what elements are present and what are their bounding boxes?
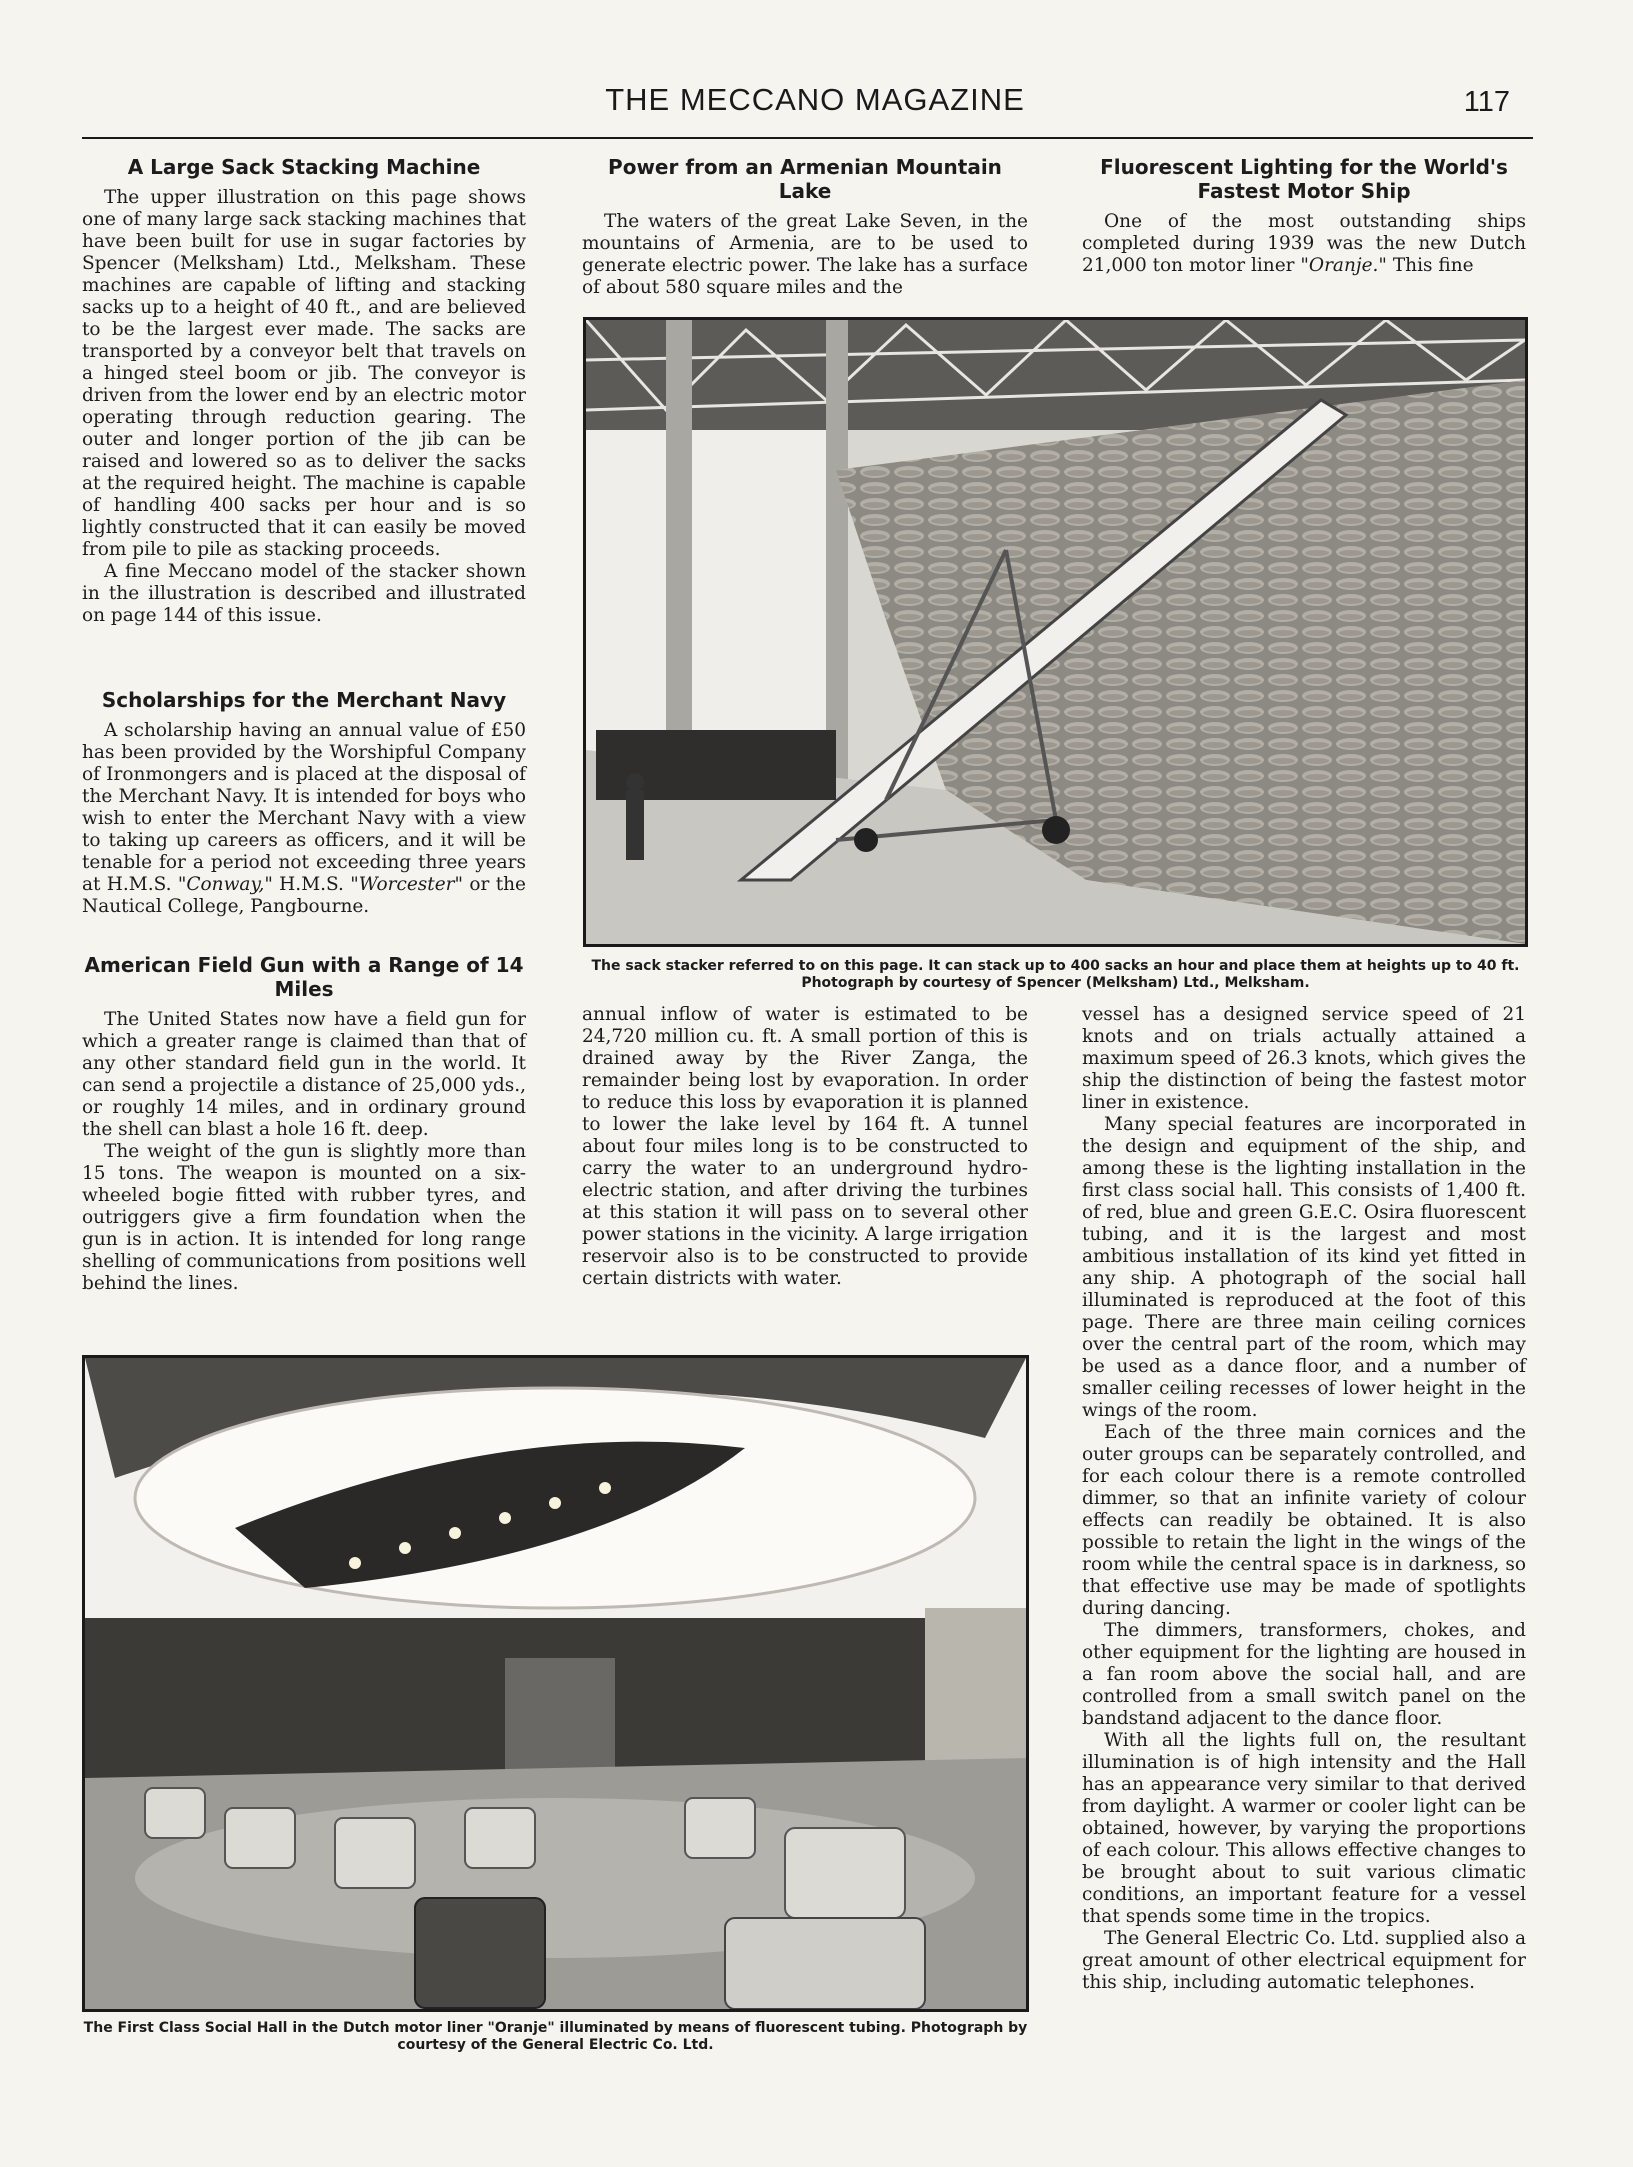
text-run: H.M.S. [272, 874, 351, 895]
article-paragraph: The dimmers, transformers, chokes, and other equipment for the lighting are housed in a fan room above the social hall, and are controlled from a small switch panel on the bandstand adjacent to the dance floor. [1082, 1620, 1526, 1729]
social-hall-photo [82, 1355, 1029, 2012]
article-scholarships [82, 688, 526, 918]
article-armenian-lake-continued [582, 1004, 1028, 1290]
text-run: A scholarship having an annual value of £50 has been provided by the Worshipful Company of Ironmongers and is placed at the disposal of the Merchant Navy. It is intended for boys who wish to enter the Merchant Navy with a view to taking up careers as officers, and it will be tenable for a period not exceeding three years at H.M.S. [82, 720, 526, 895]
article-paragraph: annual inflow of water is estimated to be 24,720 million cu. ft. A small portion of this is drained away by the River Zanga, the remainder being lost by evaporation. In order to reduce this loss by evaporation it is planned to lower the lake level by 164 ft. A tunnel about four miles long is to be constructed to carry the water to an underground hydro-electric station, and after driving the turbines at this station it will pass on to several other power stations in the vicinity. A large irrigation reservoir also is to be constructed to provide certain districts with water. [582, 1004, 1028, 1289]
article-paragraph: The United States now have a field gun for which a greater range is claimed than that of any other standard field gun in the world. It can send a projectile a distance of 25,000 yds., or roughly 14 miles, and in ordinary ground the shell can blast a hole 16 ft. deep. [82, 1009, 526, 1140]
text-run: One of the most outstanding ships completed during 1939 was the new Dutch 21,000 ton motor liner [1082, 211, 1526, 276]
article-paragraph: Many special features are incorporated in the design and equipment of the ship, and among these is the lighting installation in the first class social hall. This consists of 1,400 ft. of red, blue and green G.E.C. Osira fluorescent tubing, and it is the largest and most ambitious installation of its kind yet fitted in any ship. A photograph of the social hall illuminated is reproduced at the foot of this page. There are three main ceiling cornices over the central part of the room, which may be used as a dance floor, and a number of smaller ceiling recesses of lower height in the wings of the room. [1082, 1114, 1526, 1421]
stacker-caption: The sack stacker referred to on this page. It can stack up to 400 sacks an hour and place them at heights up to 40 ft. Photograph by courtesy of Spencer (Melksham) Ltd., Melksham. [591, 958, 1520, 991]
ship-name: "Conway," [177, 874, 273, 895]
article-paragraph: A fine Meccano model of the stacker shown in the illustration is described and illustrated on page 144 of this issue. [82, 561, 526, 626]
article-fluorescent-lighting [1082, 155, 1526, 277]
article-paragraph: The weight of the gun is slightly more than 15 tons. The weapon is mounted on a six-wheeled bogie fitted with rubber tyres, and outriggers give a firm foundation when the gun is in action. It is intended for long range shelling of communications from positions well behind the lines. [82, 1141, 526, 1294]
text-run: or the Nautical College, Pangbourne. [82, 874, 526, 917]
article-paragraph: vessel has a designed service speed of 21 knots and on trials actually attained a maximum speed of 26.3 knots, which gives the ship the distinction of being the fastest motor liner in existence. [1082, 1004, 1526, 1113]
ship-name: "Oranje." [1300, 255, 1387, 276]
ship-name: "Worcester" [350, 874, 464, 895]
article-title: Scholarships for the Merchant Navy [101, 688, 507, 712]
article-fluorescent-lighting-continued [1082, 1004, 1526, 1994]
page-number: 117 [1463, 86, 1510, 118]
article-title: Fluorescent Lighting for the World's Fastest Motor Ship [1100, 155, 1508, 203]
social-hall-caption: The First Class Social Hall in the Dutch motor liner "Oranje" illuminated by means of fluorescent tubing. Photograph by courtesy of the General Electric Co. Ltd. [83, 2020, 1028, 2053]
article-sack-stacking [82, 155, 526, 627]
article-title: A Large Sack Stacking Machine [127, 155, 481, 179]
masthead: THE MECCANO MAGAZINE [605, 82, 1025, 117]
article-paragraph: Each of the three main cornices and the outer groups can be separately controlled, and for each colour there is a remote controlled dimmer, so that an infinite variety of colour effects can readily be obtained. It is also possible to retain the light in the wings of the room while the central space is in darkness, so that effective use may be made of spotlights during dancing. [1082, 1422, 1526, 1619]
article-paragraph [82, 720, 526, 918]
header-rule [82, 137, 1533, 139]
article-armenian-lake [582, 155, 1028, 299]
sack-stacker-illustration [586, 320, 1525, 944]
article-paragraph [1082, 211, 1526, 277]
text-run: This fine [1386, 255, 1474, 276]
article-paragraph: The upper illustration on this page shows one of many large sack stacking machines that have been built for use in sugar factories by Spencer (Melksham) Ltd., Melksham. These machines are capable of lifting and stacking sacks up to a height of 40 ft., and are believed to be the largest ever made. The sacks are transported by a conveyor belt that travels on a hinged steel boom or jib. The conveyor is driven from the lower end by an electric motor operating through reduction gearing. The outer and longer portion of the jib can be raised and lowered so as to deliver the sacks at the required height. The machine is capable of handling 400 sacks per hour and is so lightly constructed that it can easily be moved from pile to pile as stacking proceeds. [82, 187, 526, 560]
article-title: American Field Gun with a Range of 14 Miles [84, 953, 524, 1001]
article-paragraph: With all the lights full on, the resultant illumination is of high intensity and the Hall has an appearance very similar to that derived from daylight. A warmer or cooler light can be obtained, however, by varying the proportions of each colour. This allows effective changes to be brought about to suit various climatic conditions, an important feature for a vessel that spends some time in the tropics. [1082, 1730, 1526, 1927]
article-paragraph: The waters of the great Lake Seven, in the mountains of Armenia, are to be used to generate electric power. The lake has a surface of about 580 square miles and the [582, 211, 1028, 298]
article-paragraph: The General Electric Co. Ltd. supplied also a great amount of other electrical equipment for this ship, including automatic telephones. [1082, 1928, 1526, 1993]
article-title: Power from an Armenian Mountain Lake [608, 155, 1002, 203]
article-field-gun [82, 953, 526, 1295]
sack-stacker-photo [583, 317, 1528, 947]
social-hall-illustration [85, 1358, 1026, 2009]
